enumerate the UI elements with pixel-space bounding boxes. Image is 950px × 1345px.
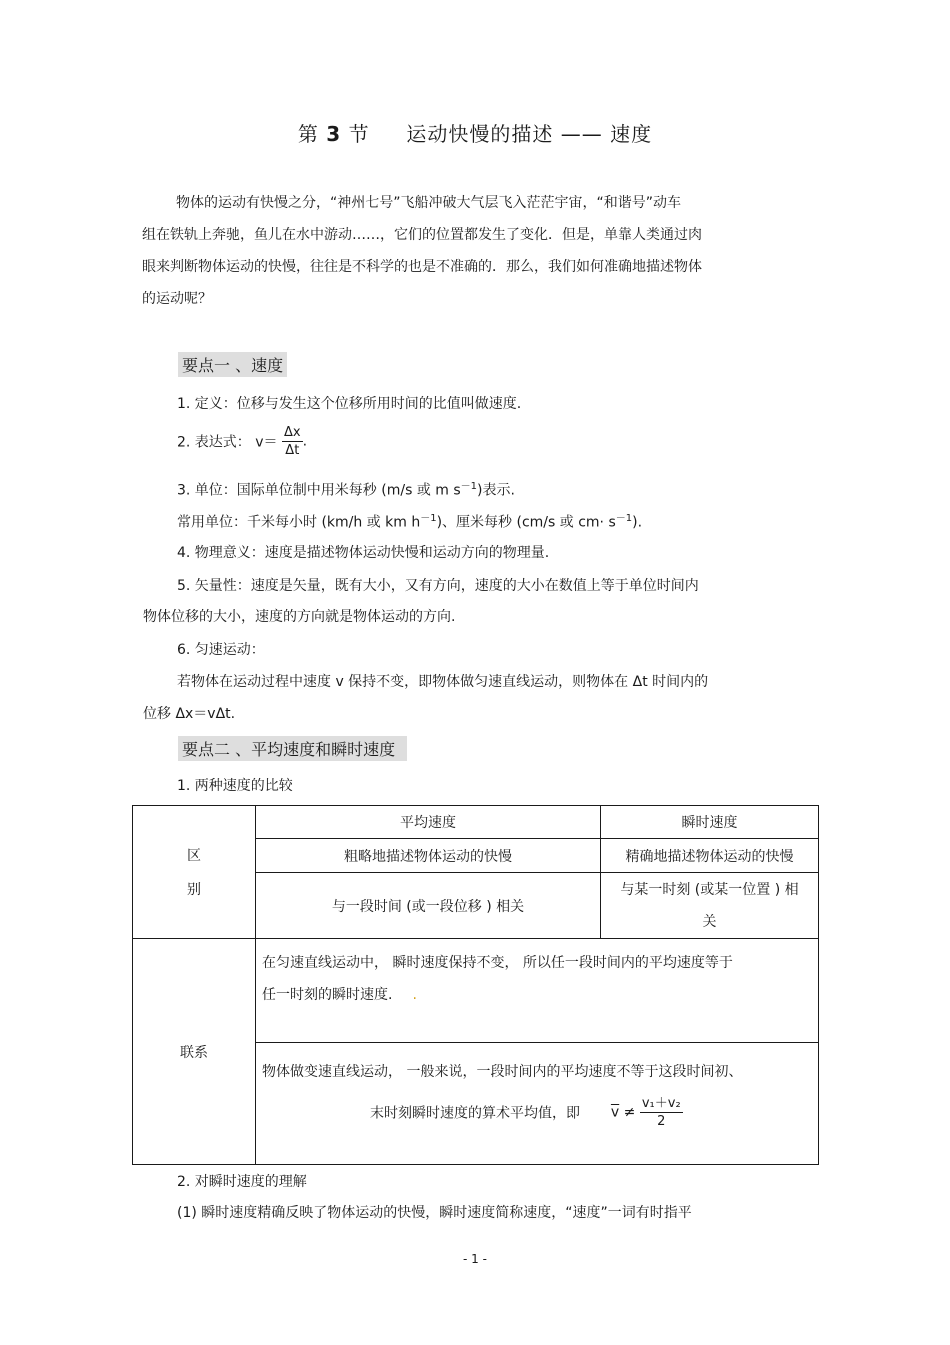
s1-item3c-c: ). (632, 514, 643, 531)
diff-inst-2-line2: 关 (702, 913, 717, 930)
title-suffix: 节 (348, 122, 370, 146)
s1-item6: 6. 匀速运动： (177, 642, 265, 658)
s1-item3-b: )表示. (477, 482, 515, 499)
link1-line1: 在匀速直线运动中， 瞬时速度保持不变， 所以任一段时间内的平均速度等于 (262, 955, 733, 971)
link-label-cell: 联系 (133, 939, 256, 1165)
diff-avg-1: 粗略地描述物体运动的快慢 (256, 839, 601, 873)
avg-fraction (640, 1095, 683, 1130)
s1-item2 (177, 424, 307, 459)
s1-item3c-a: 常用单位：千米每小时 (km/h 或 km h (177, 514, 421, 531)
s1-item3 (177, 477, 515, 500)
s1-item2-end: . (302, 433, 308, 450)
s1-item3-a: 3. 单位：国际单位制中用米每秒 (m/s 或 m s (177, 482, 461, 499)
diff-inst-1: 精确地描述物体运动的快慢 (601, 839, 819, 873)
s1-item4: 4. 物理意义：速度是描述物体运动快慢和运动方向的物理量. (177, 545, 550, 561)
diff-inst-2 (601, 873, 819, 939)
s1-item6-line1: 若物体在运动过程中速度 v 保持不变，即物体做匀速直线运动，则物体在 Δt 时间内的 (177, 674, 709, 690)
s1-item3c-sup2: －1 (615, 513, 633, 524)
s1-item3c-b: )、厘米每秒 (cm/s 或 cm· s (436, 514, 616, 531)
page-title (0, 118, 950, 147)
link-uniform-cell (256, 939, 819, 1043)
section1-heading: 要点一 、速度 (178, 352, 287, 377)
title-main: 运动快慢的描述 —— 速度 (406, 122, 653, 146)
s1-item6-line2: 位移 Δx＝vΔt. (143, 706, 236, 722)
s2-item2: 2. 对瞬时速度的理解 (177, 1174, 307, 1190)
frac-num: Δx (284, 425, 301, 440)
s1-item1: 1. 定义：位移与发生这个位移所用时间的比值叫做速度. (177, 396, 522, 412)
s2-item1: 1. 两种速度的比较 (177, 778, 293, 794)
table-header-row (133, 806, 819, 839)
diff-label-cell (133, 806, 256, 939)
title-number: 3 (326, 122, 342, 146)
table-row (133, 939, 819, 1043)
s1-item3c-sup1: －1 (420, 513, 437, 524)
s2-item2-1: (1) 瞬时速度精确反映了物体运动的快慢，瞬时速度简称速度，“速度”一词有时指平 (177, 1205, 692, 1221)
v-bar: $\overline{v}$ (610, 1104, 620, 1121)
diff-avg-2: 与一段时间 (或一段位移 ) 相关 (256, 873, 601, 939)
link2-line1: 物体做变速直线运动， 一般来说，一段时间内的平均速度不等于这段时间初、 (262, 1064, 743, 1080)
diff-label-1: 区 (187, 848, 201, 864)
link1-line2-wrap: 任一时刻的瞬时速度. . (262, 987, 417, 1003)
s1-item2-label: 2. 表达式： v＝ (177, 434, 278, 451)
link2-line2-wrap (262, 1095, 812, 1130)
intro-line-4: 的运动呢？ (142, 291, 212, 307)
link-variable-cell (256, 1043, 819, 1165)
s1-item3-common (177, 509, 642, 532)
velocity-fraction (282, 424, 303, 459)
link2-line2: 末时刻瞬时速度的算术平均值，即 (370, 1105, 580, 1122)
col-inst-header: 瞬时速度 (601, 806, 819, 839)
s1-item5-line1: 5. 矢量性：速度是矢量，既有大小，又有方向，速度的大小在数值上等于单位时间内 (177, 578, 699, 594)
comparison-table (132, 805, 819, 1165)
col-avg-header: 平均速度 (256, 806, 601, 839)
avg-frac-num: v₁＋v₂ (641, 1096, 681, 1111)
not-equal-sign: ≠ (623, 1104, 636, 1121)
intro-line-1: 物体的运动有快慢之分，“神州七号”飞船冲破大气层飞入茫茫宇宙，“和谐号”动车 (176, 195, 682, 211)
link1-line2: 任一时刻的瞬时速度. (262, 987, 393, 1003)
s1-item3-sup: －1 (460, 481, 478, 492)
page-number: - 1 - (463, 1252, 487, 1266)
intro-line-2: 组在铁轨上奔驰，鱼儿在水中游动……，它们的位置都发生了变化．但是，单靠人类通过肉 (142, 227, 702, 243)
avg-frac-den: 2 (657, 1114, 666, 1129)
s1-item5-line2: 物体位移的大小，速度的方向就是物体运动的方向. (143, 609, 456, 625)
frac-den: Δt (285, 443, 300, 458)
diff-inst-2-line1: 与某一时刻 (或某一位置 ) 相 (620, 881, 799, 898)
diff-label-2: 别 (187, 882, 201, 898)
intro-line-3: 眼来判断物体运动的快慢，往往是不科学的也是不准确的．那么，我们如何准确地描述物体 (142, 259, 702, 275)
section2-heading: 要点二 、平均速度和瞬时速度 (178, 736, 407, 761)
title-prefix: 第 (297, 122, 319, 146)
